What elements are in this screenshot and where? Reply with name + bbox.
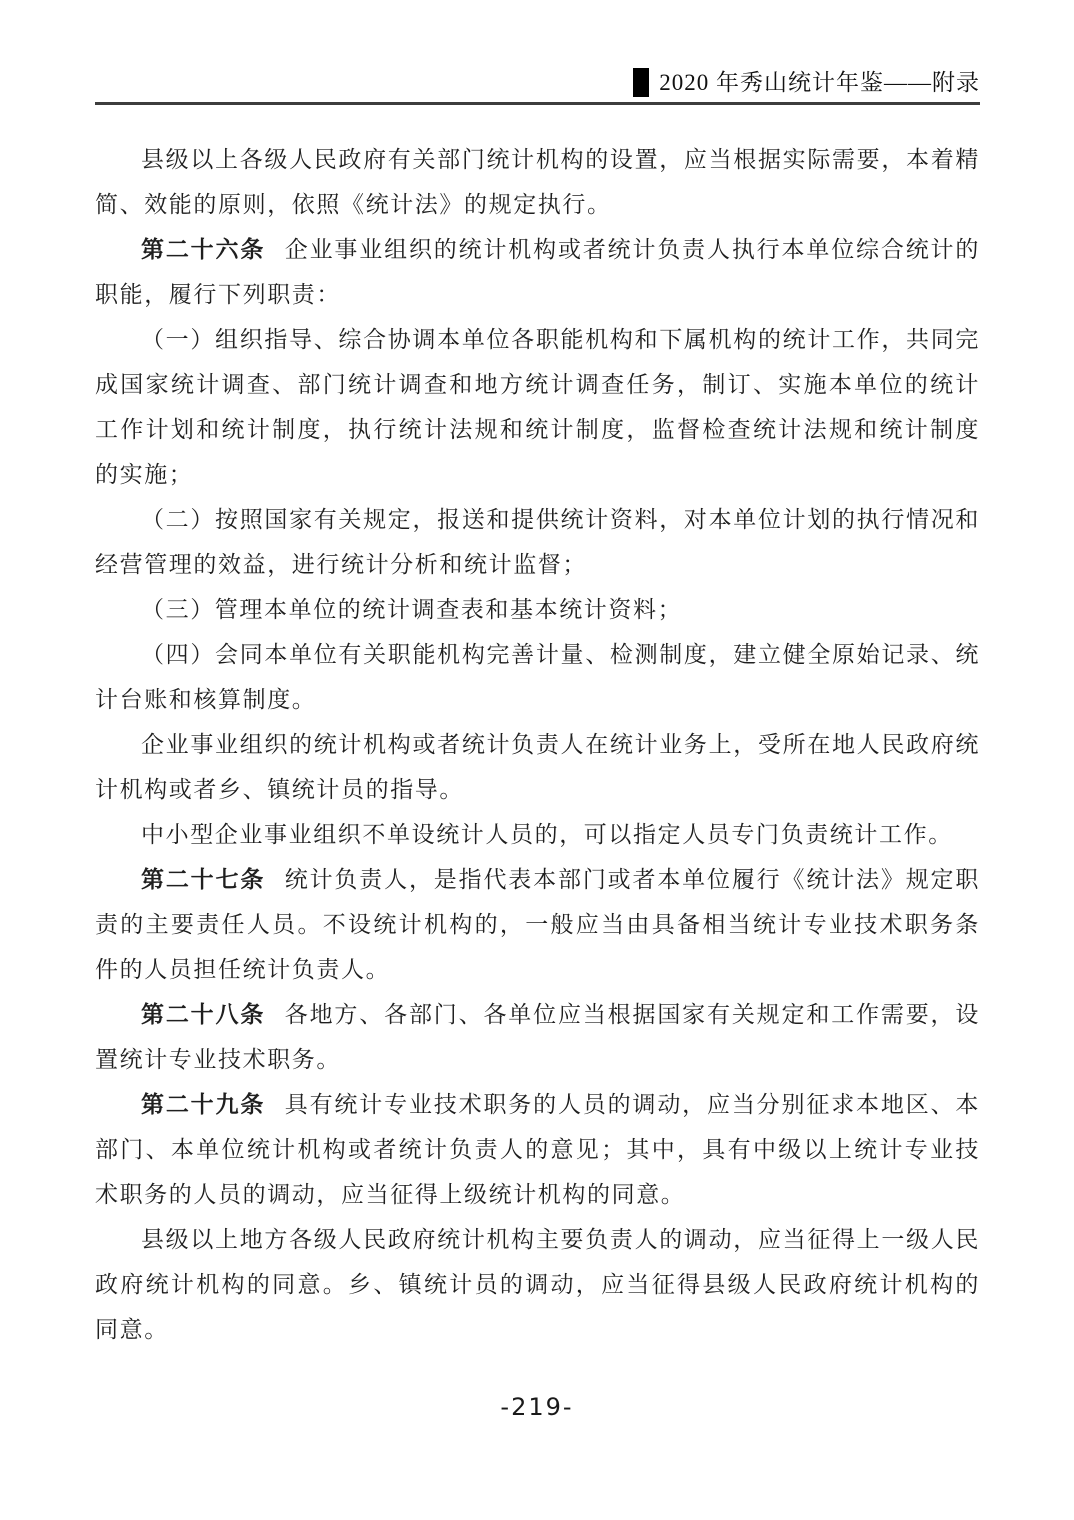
article-number: 第二十七条 bbox=[141, 867, 266, 892]
paragraph bbox=[95, 137, 980, 227]
article-number: 第二十六条 bbox=[141, 237, 266, 262]
paragraph-text: （二）按照国家有关规定，报送和提供统计资料，对本单位计划的执行情况和经营管理的效益，进行统计分析和统计监督； bbox=[95, 507, 980, 577]
header-marker-bar-icon bbox=[633, 68, 649, 97]
page-number: -219- bbox=[500, 1393, 574, 1421]
paragraph-text: （三）管理本单位的统计调查表和基本统计资料； bbox=[141, 597, 683, 622]
paragraph-text: （一）组织指导、综合协调本单位各职能机构和下属机构的统计工作，共同完成国家统计调查、部门统计调查和地方统计调查任务，制订、实施本单位的统计工作计划和统计制度，执行统计法规和统计制度，监督检查统计法规和统计制度的实施； bbox=[95, 327, 980, 487]
paragraph-text: 企业事业组织的统计机构或者统计负责人执行本单位综合统计的职能，履行下列职责： bbox=[95, 237, 980, 307]
paragraph bbox=[95, 1217, 980, 1352]
paragraph bbox=[95, 632, 980, 722]
paragraph-text: 中小型企业事业组织不单设统计人员的，可以指定人员专门负责统计工作。 bbox=[141, 822, 953, 847]
page-header bbox=[95, 0, 980, 104]
page-footer bbox=[0, 1393, 1074, 1421]
header-title: 2020 年秀山统计年鉴——附录 bbox=[659, 70, 980, 95]
paragraph-text: 具有统计专业技术职务的人员的调动，应当分别征求本地区、本部门、本单位统计机构或者统计负责人的意见；其中，具有中级以上统计专业技术职务的人员的调动，应当征得上级统计机构的同意。 bbox=[95, 1092, 980, 1207]
paragraph bbox=[95, 722, 980, 812]
paragraph-text: 各地方、各部门、各单位应当根据国家有关规定和工作需要，设置统计专业技术职务。 bbox=[95, 1002, 980, 1072]
article-paragraph bbox=[95, 857, 980, 992]
article-number: 第二十九条 bbox=[141, 1092, 266, 1117]
document-body bbox=[95, 137, 980, 1352]
article-paragraph bbox=[95, 992, 980, 1082]
article-paragraph bbox=[95, 1082, 980, 1217]
paragraph bbox=[95, 812, 980, 857]
paragraph bbox=[95, 317, 980, 497]
article-number: 第二十八条 bbox=[141, 1002, 266, 1027]
paragraph bbox=[95, 497, 980, 587]
paragraph-text: 企业事业组织的统计机构或者统计负责人在统计业务上，受所在地人民政府统计机构或者乡、镇统计员的指导。 bbox=[95, 732, 980, 802]
header-rule bbox=[95, 102, 980, 105]
paragraph-text: 统计负责人，是指代表本部门或者本单位履行《统计法》规定职责的主要责任人员。不设统计机构的，一般应当由具备相当统计专业技术职务条件的人员担任统计负责人。 bbox=[95, 867, 980, 982]
paragraph-text: 县级以上各级人民政府有关部门统计机构的设置，应当根据实际需要，本着精简、效能的原则，依照《统计法》的规定执行。 bbox=[95, 147, 980, 217]
paragraph-text: 县级以上地方各级人民政府统计机构主要负责人的调动，应当征得上一级人民政府统计机构的同意。乡、镇统计员的调动，应当征得县级人民政府统计机构的同意。 bbox=[95, 1227, 980, 1342]
paragraph-text: （四）会同本单位有关职能机构完善计量、检测制度，建立健全原始记录、统计台账和核算制度。 bbox=[95, 642, 980, 712]
article-paragraph bbox=[95, 227, 980, 317]
paragraph bbox=[95, 587, 980, 632]
header-title-row bbox=[95, 0, 980, 102]
